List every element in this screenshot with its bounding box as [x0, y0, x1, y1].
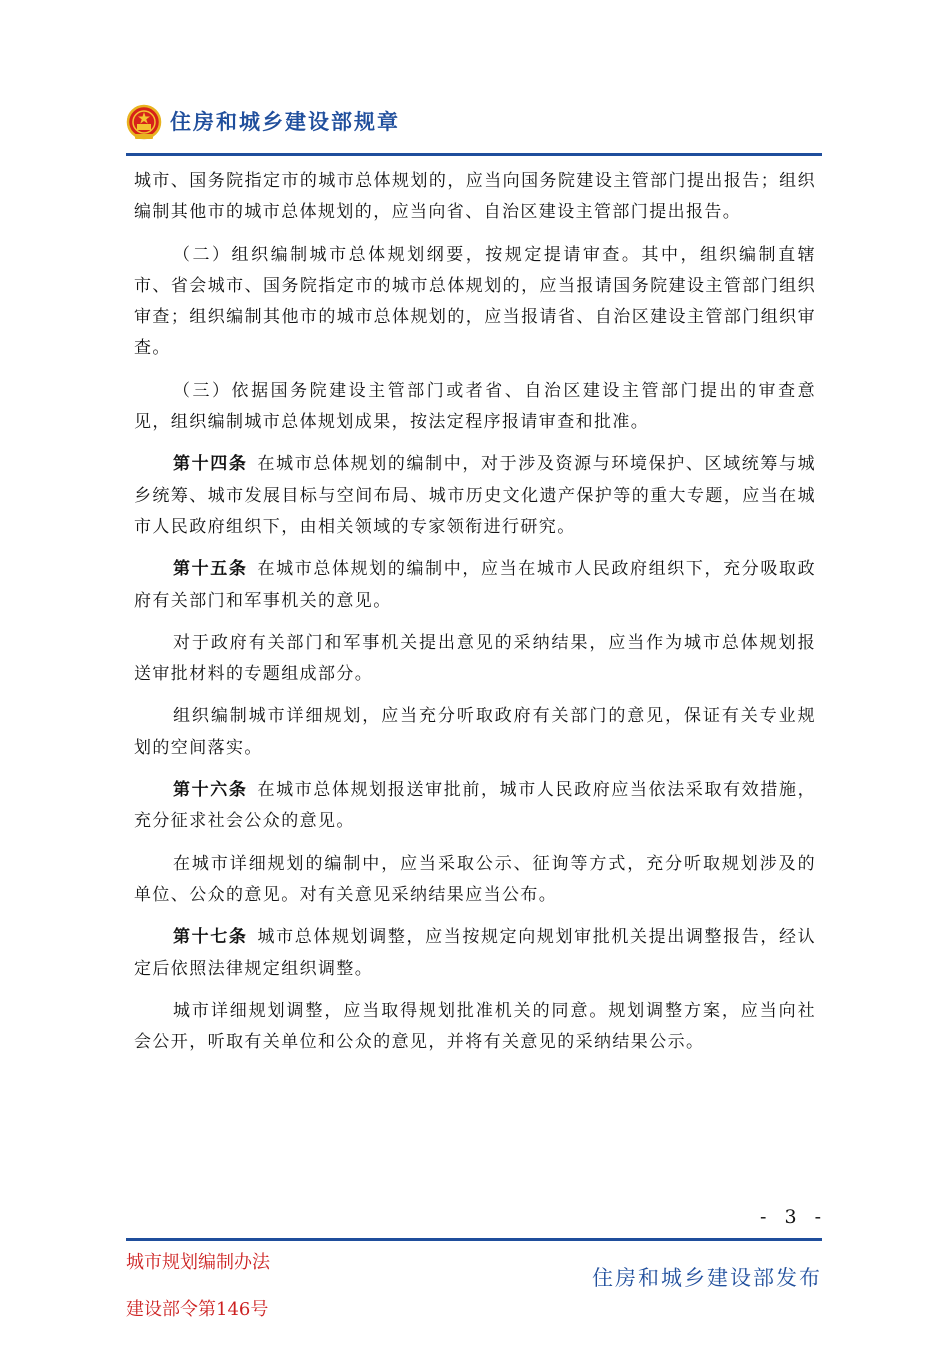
paragraph [134, 996, 816, 1059]
article-number: 第十五条 [173, 559, 248, 580]
paragraph-text: （三）依据国务院建设主管部门或者省、自治区建设主管部门提出的审查意见，组织编制城市总体规划成果，按法定程序报请审查和批准。 [134, 380, 816, 433]
paragraph [134, 701, 816, 764]
document-body [134, 166, 816, 1069]
paragraph [134, 849, 816, 912]
header-title: 住房和城乡建设部规章 [170, 110, 400, 134]
paragraph-text: 对于政府有关部门和军事机关提出意见的采纳结果，应当作为城市总体规划报送审批材料的专题组成部分。 [134, 632, 816, 685]
paragraph-text: 组织编制城市详细规划，应当充分听取政府有关部门的意见，保证有关专业规划的空间落实。 [134, 706, 816, 758]
paragraph-text: （二）组织编制城市总体规划纲要，按规定提请审查。其中，组织编制直辖市、省会城市、国务院指定市的城市总体规划的，应当报请国务院建设主管部门组织审查；组织编制其他市的城市总体规划的，应当报请省、自治区建设主管部门组织审查。 [134, 244, 816, 359]
paragraph [134, 628, 816, 691]
paragraph-text: 在城市总体规划报送审批前，城市人民政府应当依法采取有效措施，充分征求社会公众的意见。 [134, 780, 816, 832]
paragraph [134, 240, 816, 365]
article-number: 第十四条 [173, 454, 248, 475]
page-header [126, 102, 822, 158]
footer-divider [126, 1238, 822, 1241]
footer-document-title: 城市规划编制办法 [126, 1252, 270, 1273]
article-number: 第十七条 [173, 927, 248, 948]
article-paragraph [134, 449, 816, 543]
article-paragraph [134, 775, 816, 838]
footer-order-number: 建设部令第146号 [126, 1299, 269, 1320]
national-emblem-icon [126, 104, 162, 142]
paragraph-text: 在城市详细规划的编制中，应当采取公示、征询等方式，充分听取规划涉及的单位、公众的意见。对有关意见采纳结果应当公布。 [134, 853, 816, 905]
footer-publisher: 住房和城乡建设部发布 [592, 1266, 822, 1290]
paragraph-text: 在城市总体规划的编制中，应当在城市人民政府组织下，充分吸取政府有关部门和军事机关的意见。 [134, 559, 816, 611]
article-paragraph [134, 922, 816, 985]
article-number: 第十六条 [173, 780, 248, 801]
paragraph-text: 城市总体规划调整，应当按规定向规划审批机关提出调整报告，经认定后依照法律规定组织调整。 [134, 927, 816, 979]
page-number: - 3 - [760, 1206, 828, 1228]
header-divider [126, 153, 822, 156]
paragraph [134, 166, 816, 229]
paragraph-text: 在城市总体规划的编制中，对于涉及资源与环境保护、区域统筹与城乡统筹、城市发展目标与空间布局、城市历史文化遗产保护等的重大专题，应当在城市人民政府组织下，由相关领域的专家领衔进行研究。 [134, 454, 816, 537]
paragraph-text: 城市详细规划调整，应当取得规划批准机关的同意。规划调整方案，应当向社会公开，听取有关单位和公众的意见，并将有关意见的采纳结果公示。 [134, 1000, 816, 1053]
article-paragraph [134, 554, 816, 617]
paragraph-text: 城市、国务院指定市的城市总体规划的，应当向国务院建设主管部门提出报告；组织编制其他市的城市总体规划的，应当向省、自治区建设主管部门提出报告。 [134, 171, 816, 223]
paragraph [134, 376, 816, 439]
